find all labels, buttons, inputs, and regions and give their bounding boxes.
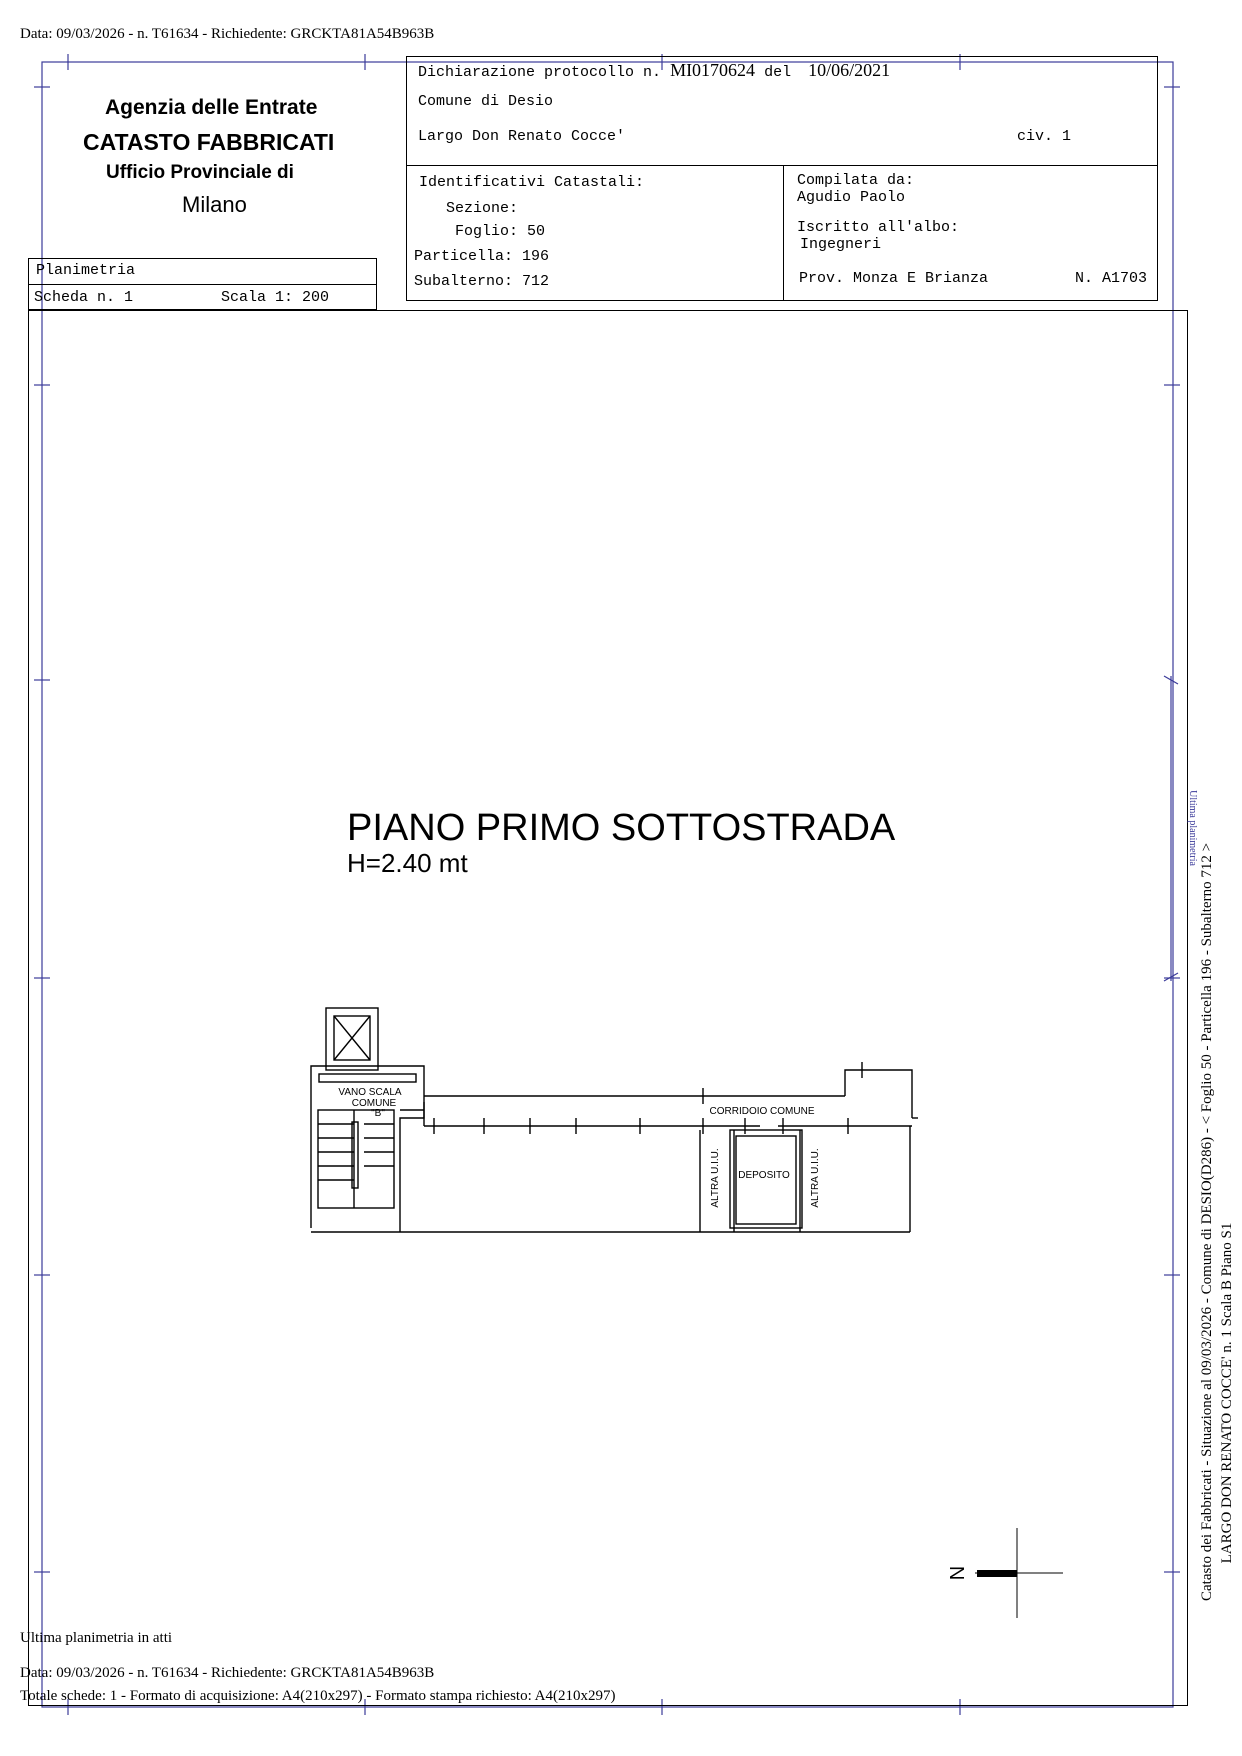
identifiers-title: Identificativi Catastali:	[419, 174, 645, 191]
foglio-label: Foglio: 50	[455, 223, 546, 240]
albo-value: Ingegneri	[800, 236, 882, 253]
footer-totale-line: Totale schede: 1 - Formato di acquisizione: A4(210x297) - Formato stampa richiesto: A4(210x297)	[20, 1688, 616, 1704]
corridor-label: CORRIDOIO COMUNE	[709, 1106, 815, 1117]
declaration-label: Dichiarazione protocollo n.	[418, 64, 662, 81]
albo-label: Iscritto all'albo:	[797, 219, 960, 236]
stair-label-line3: "B"	[371, 1108, 385, 1119]
floor-height: H=2.40 mt	[347, 848, 468, 878]
subalterno-label: Subalterno: 712	[414, 273, 550, 290]
last-plan-note: Ultima planimetria in atti	[20, 1630, 173, 1646]
catasto-title: CATASTO FABBRICATI	[83, 129, 335, 155]
province-label: Prov. Monza E Brianza	[799, 270, 989, 287]
planimetria-title: Planimetria	[36, 262, 136, 279]
compiler-name: Agudio Paolo	[797, 189, 906, 206]
side-marker-label: Ultima planimetria	[1187, 790, 1198, 866]
side-caption-line1: Catasto dei Fabbricati - Situazione al 09/03/2026 - Comune di DESIO(D286) - < Foglio 50 - Particella 196 - Subalterno 712 >	[1199, 842, 1215, 1602]
other-unit-left-label: ALTRA U.I.U.	[710, 1148, 721, 1208]
footer-data-line: Data: 09/03/2026 - n. T61634 - Richiedente: GRCKTA81A54B963B	[20, 1665, 435, 1681]
particella-label: Particella: 196	[414, 248, 550, 265]
compiler-label: Compilata da:	[797, 172, 915, 189]
declaration-del: del	[764, 64, 792, 81]
agency-name: Agenzia delle Entrate	[105, 96, 318, 119]
registration-number: N. A1703	[1075, 270, 1148, 287]
office-label: Ufficio Provinciale di	[106, 162, 294, 183]
address-label: Largo Don Renato Cocce'	[418, 128, 626, 145]
scheda-label: Scheda n. 1	[34, 289, 134, 306]
other-unit-right-label: ALTRA U.I.U.	[810, 1148, 821, 1208]
north-label: N	[947, 1565, 969, 1581]
floor-title: PIANO PRIMO SOTTOSTRADA	[347, 807, 896, 849]
top-header-line: Data: 09/03/2026 - n. T61634 - Richiedente: GRCKTA81A54B963B	[20, 26, 435, 42]
sezione-label: Sezione:	[446, 200, 519, 217]
declaration-number: MI0170624	[670, 60, 756, 80]
comune-label: Comune di Desio	[418, 93, 554, 110]
side-caption-line2: LARGO DON RENATO COCCE' n. 1 Scala B Piano S1	[1219, 1222, 1235, 1564]
office-city: Milano	[182, 192, 247, 217]
stair-label-line1: VANO SCALA	[338, 1087, 402, 1098]
declaration-date: 10/06/2021	[808, 60, 891, 80]
scala-label: Scala 1: 200	[221, 289, 330, 306]
stair-label-line2: COMUNE	[351, 1098, 397, 1109]
deposit-label: DEPOSITO	[738, 1170, 790, 1181]
civic-label: civ. 1	[1017, 128, 1072, 145]
